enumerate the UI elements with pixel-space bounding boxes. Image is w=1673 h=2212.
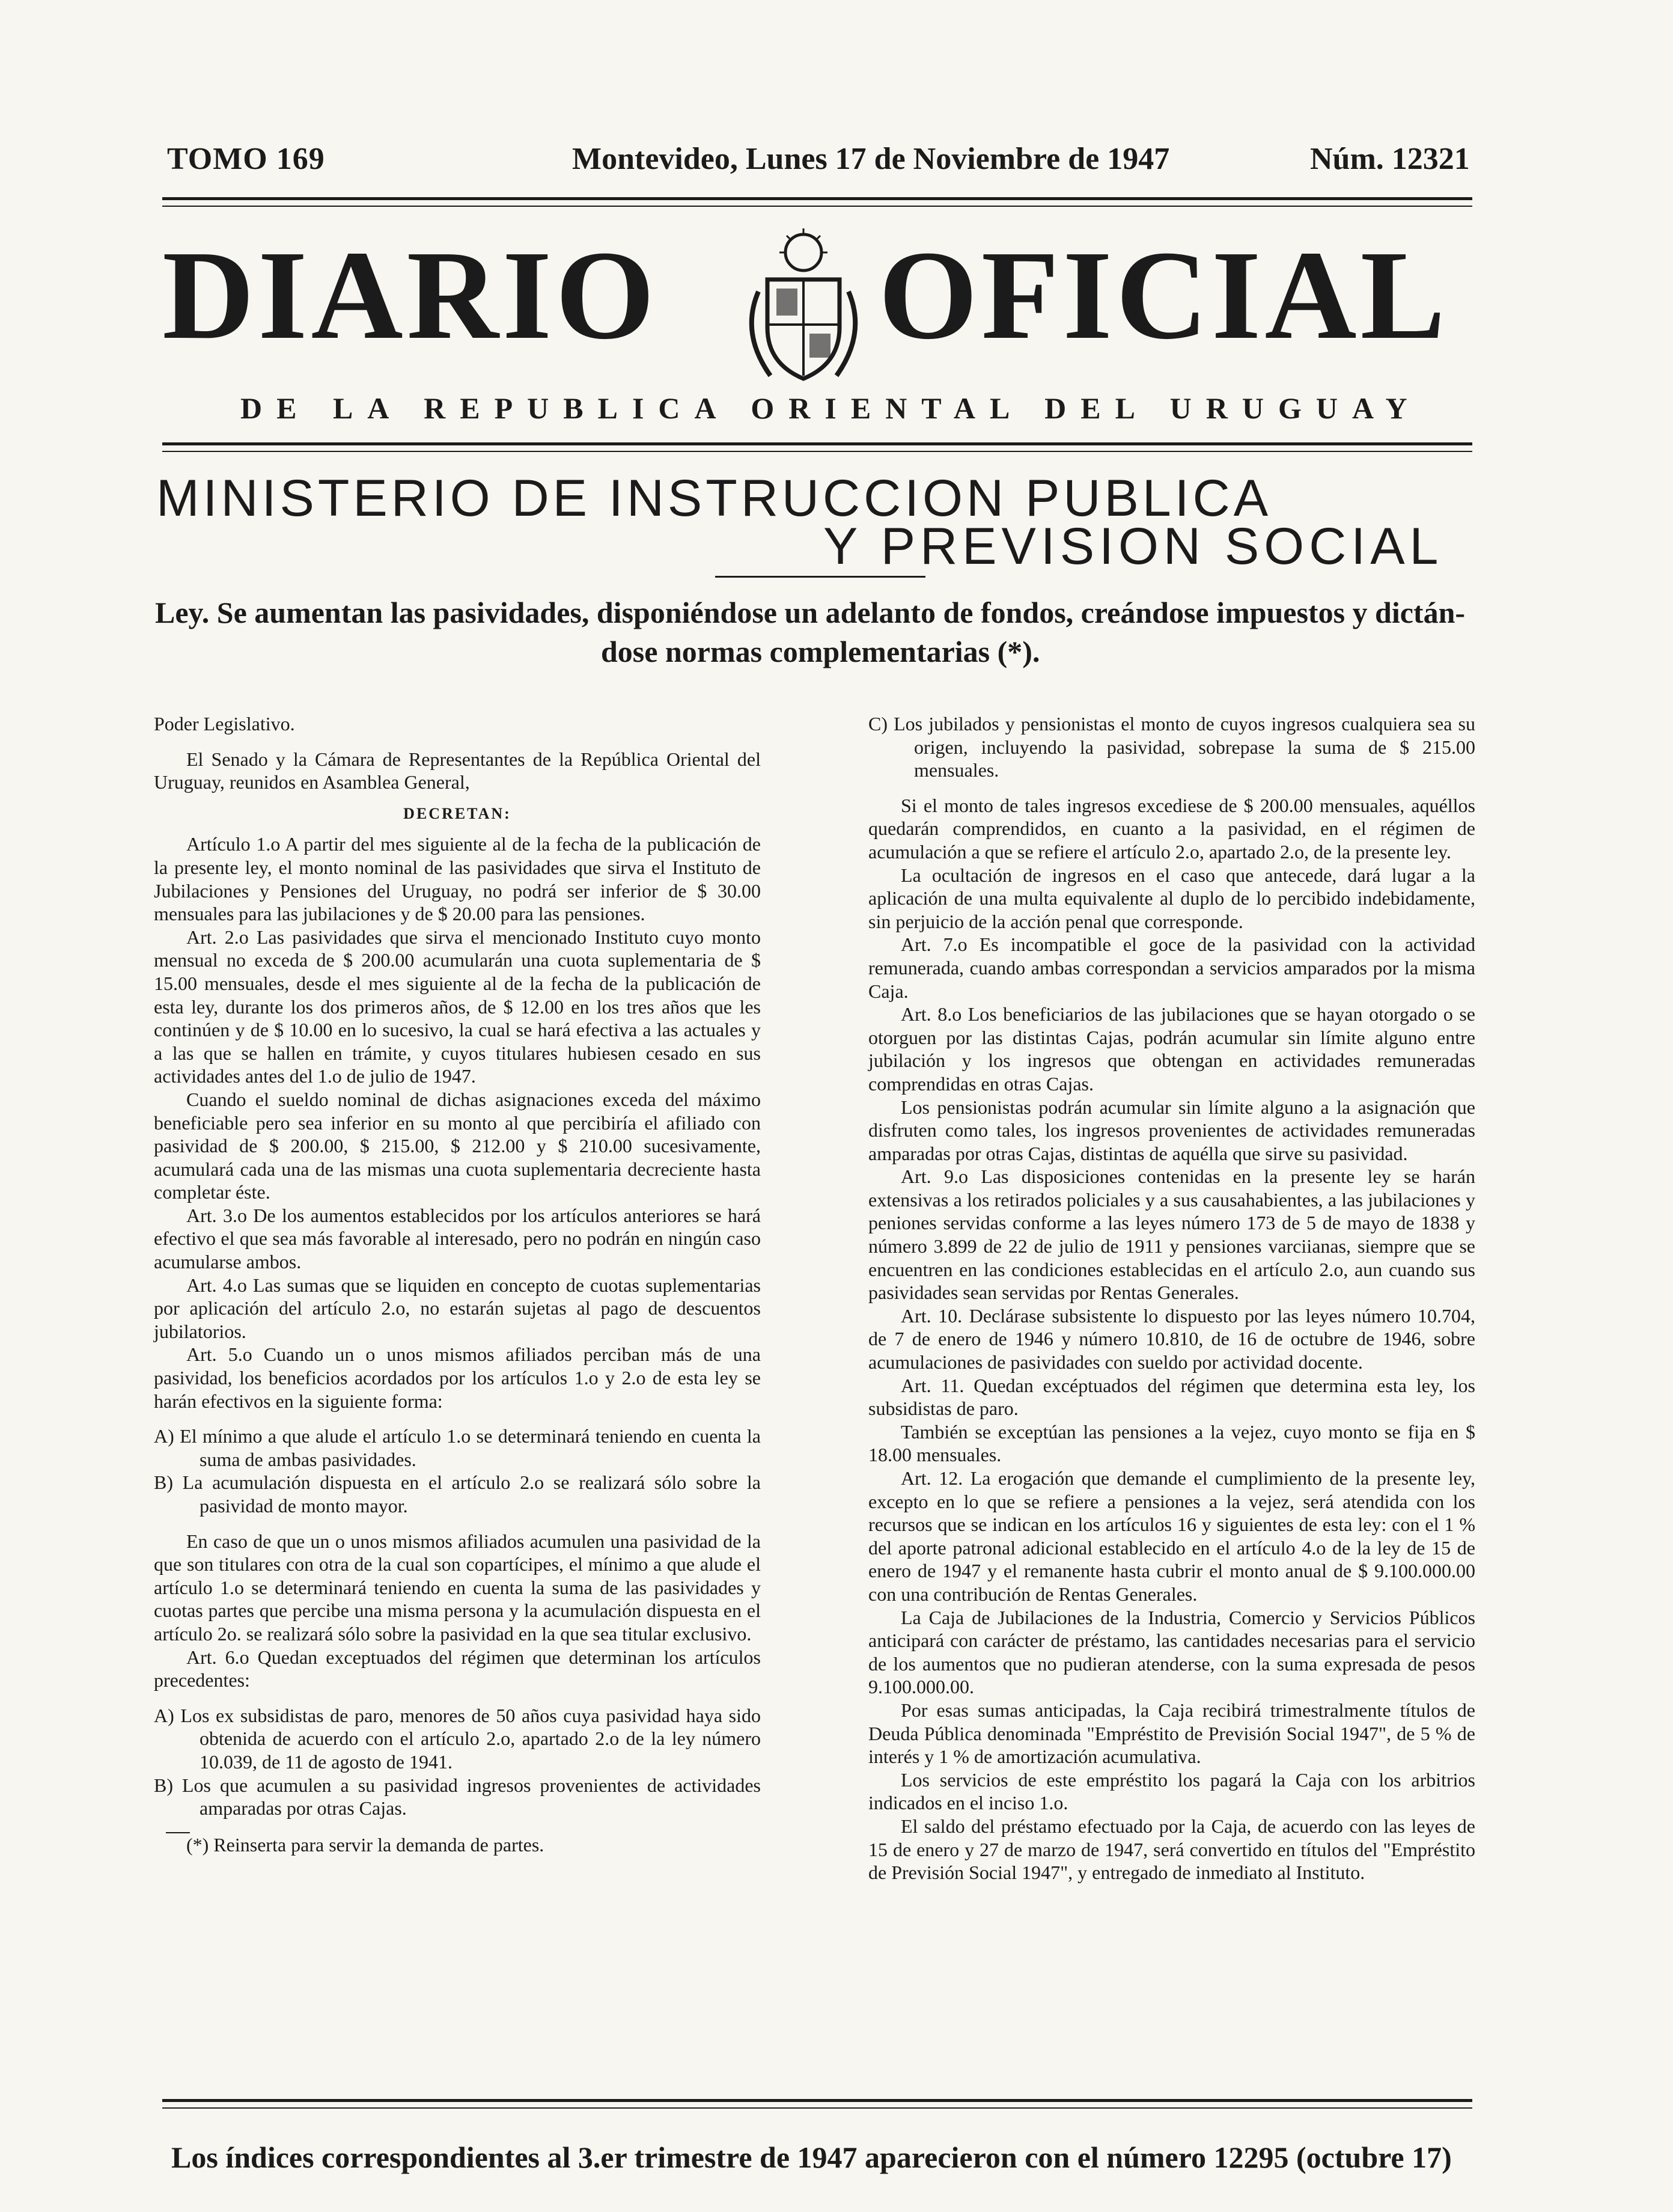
right-paragraph: Los pensionistas podrán acumular sin límite alguno a la asignación que disfruten como tales, los ingresos provenientes de actividades remuneradas amparadas por otras Cajas, distintas de aquélla que sirve su pasividad. [868, 1096, 1475, 1164]
footnote: (*) Reinserta para servir la demanda de partes. [186, 1833, 544, 1856]
left-paragraph: El Senado y la Cámara de Representantes de la República Oriental del Uruguay, reunidos en Asamblea General, [154, 748, 761, 793]
footnote-rule [166, 1832, 190, 1833]
right-paragraph: Art. 10. Declárase subsistente lo dispuesto por las leyes número 10.704, de 7 de enero de 1946 y número 10.810, de 16 de octubre de 1946, sobre acumulaciones de pasividades con sueldo por actividad docente. [868, 1304, 1475, 1373]
right-paragraph: Art. 12. La erogación que demande el cumplimiento de la presente ley, excepto en lo que se refiere a pensiones a la vejez, será atendida con los recursos que se indican en los artículos 16 y siguientes de esta ley: con el 1 % del aporte patronal adicional establecido en el artículo 4.o de la ley de 15 de enero de 1947 y el remanente hasta cubrir el monto anual de $ 9.100.000.00 con una contribución de Rentas Generales. [868, 1467, 1475, 1605]
left-paragraph: Cuando el sueldo nominal de dichas asignaciones exceda del máximo beneficiable pero sea inferior en su monto al que percibiría el afiliado con pasividad de $ 200.00, $ 215.00, $ 212.00 y $ 210.00 sucesivamente, acumulará cada una de las mismas una cuota suplementaria decreciente hasta completar éste. [154, 1088, 761, 1203]
masthead-rule-bottom [162, 451, 1472, 452]
right-paragraph: También se exceptúan las pensiones a la vejez, cuyo monto se fija en $ 18.00 mensuales. [868, 1420, 1475, 1466]
left-paragraph: Artículo 1.o A partir del mes siguiente al de la fecha de la publicación de la presente ley, el monto nominal de las pasividades que sirva el Instituto de Jubilaciones y Pensiones del Uruguay, no podrá ser inferior de $ 30.00 mensuales para las jubilaciones y de $ 20.00 para las pensiones. [154, 833, 761, 925]
right-column [868, 712, 1475, 1884]
left-column [154, 712, 761, 1856]
law-title-line1: Ley. Se aumentan las pasividades, disponiéndose un adelanto de fondos, creándose impuestos y dictán- [155, 596, 1466, 629]
right-paragraph: La Caja de Jubilaciones de la Industria, Comercio y Servicios Públicos anticipará con carácter de préstamo, las cantidades necesarias para el servicio de los aumentos que no pudieran atenderse, con la suma expresada de pesos 9.100.000.00. [868, 1606, 1475, 1698]
law-title-line2: dose normas complementarias (*). [601, 635, 1040, 668]
left-list-item: B) La acumulación dispuesta en el artículo 2.o se realizará sólo sobre la pasividad de monto mayor. [154, 1471, 761, 1517]
left-paragraph: Art. 2.o Las pasividades que sirva el mencionado Instituto cuyo monto mensual no exceda de $ 200.00 acumularán una cuota suplementaria de $ 15.00 mensuales, desde el mes siguiente al de la fecha de la publicación de esta ley, durante los dos primeros años, de $ 12.00 en los tres años que les continúen y de $ 10.00 en lo sucesivo, la cual se hará efectiva a las actuales y a las que se hallen en trámite, y cuyos titulares hubiesen cesado en sus actividades antes del 1.o de julio de 1947. [154, 926, 761, 1087]
right-paragraph: El saldo del préstamo efectuado por la Caja, de acuerdo con las leyes de 15 de enero y 27 de marzo de 1947, será convertido en títulos del "Empréstito de Previsión Social 1947", y entregado de inmediato al Instituto. [868, 1815, 1475, 1884]
issue-number: Núm. 12321 [1310, 142, 1470, 176]
left-paragraph: En caso de que un o unos mismos afiliados acumulen una pasividad de la que son titulares con otra de la cual son copartícipes, el mínimo a que alude el artículo 1.o se determinará teniendo en cuenta la suma de las pasividades y cuotas partes que percibe una misma persona y la acumulación dispuesta en el artículo 2o. se realizará sólo sobre la pasividad en la que sea titular exclusivo. [154, 1530, 761, 1645]
footer-rule-bottom [162, 2107, 1472, 2109]
ministry-heading-line2: Y PREVISION SOCIAL [823, 518, 1443, 575]
issue-date: Montevideo, Lunes 17 de Noviembre de 1947 [572, 142, 1170, 176]
footer-rule-top [162, 2099, 1472, 2102]
decretan-heading: DECRETAN: [403, 804, 511, 822]
right-paragraph: Por esas sumas anticipadas, la Caja recibirá trimestralmente títulos de Deuda Pública denominada "Empréstito de Previsión Social 1947", de 5 % de interés y 1 % de amortización acumulativa. [868, 1699, 1475, 1768]
masthead-title-left: DIARIO [162, 224, 659, 365]
masthead-rule-top [162, 442, 1472, 445]
left-list-item: B) Los que acumulen a su pasividad ingresos provenientes de actividades amparadas por otras Cajas. [154, 1774, 761, 1819]
left-paragraph: Art. 6.o Quedan exceptuados del régimen que determinan los artículos precedentes: [154, 1646, 761, 1691]
footer-note: Los índices correspondientes al 3.er trimestre de 1947 aparecieron con el número 12295 (octubre 17) [171, 2140, 1452, 2174]
national-coat-of-arms-icon [734, 225, 873, 394]
header-rule-bottom [162, 206, 1472, 207]
right-paragraph: La ocultación de ingresos en el caso que antecede, dará lugar a la aplicación de una multa equivalente al duplo de lo percibido indebidamente, sin perjuicio de la acción penal que corresponde. [868, 864, 1475, 932]
right-paragraph: Art. 7.o Es incompatible el goce de la pasividad con la actividad remunerada, cuando ambas correspondan a servicios amparados por la misma Caja. [868, 933, 1475, 1002]
header-rule-top [162, 197, 1472, 200]
left-paragraph: Art. 4.o Las sumas que se liquiden en concepto de cuotas suplementarias por aplicación del artículo 2.o, no estarán sujetas al pago de descuentos jubilatorios. [154, 1274, 761, 1342]
masthead-subtitle: DE LA REPUBLICA ORIENTAL DEL URUGUAY [240, 391, 1422, 425]
right-paragraph: Art. 9.o Las disposiciones contenidas en la presente ley se harán extensivas a los retirados policiales y a sus causahabientes, a las jubilaciones y peniones servidas conforme a las leyes número 173 de 5 de mayo de 1838 y número 3.899 de 22 de julio de 1911 y pensiones varciianas, siempre que se encuentren en las condiciones establecidas en el artículo 2.o, aun cuando sus pasividades sean servidas por Rentas Generales. [868, 1166, 1475, 1304]
right-paragraph: Art. 8.o Los beneficiarios de las jubilaciones que se hayan otorgado o se otorguen por las distintas Cajas, podrán acumular sin límite alguno entre jubilación y los ingresos que obtengan en actividades remuneradas comprendidas en otras Cajas. [868, 1003, 1475, 1095]
left-list-item: A) Los ex subsidistas de paro, menores de 50 años cuya pasividad haya sido obtenida de acuerdo con el artículo 2.o, apartado 2.o de la ley número 10.039, de 11 de agosto de 1941. [154, 1704, 761, 1773]
right-paragraph: Los servicios de este empréstito los pagará la Caja con los arbitrios indicados en el inciso 1.o. [868, 1768, 1475, 1814]
right-paragraph: Si el monto de tales ingresos excediese de $ 200.00 mensuales, aquéllos quedarán comprendidos, en cuanto a la pasividad, en el régimen de acumulación a que se refiere el artículo 2.o, apartado 2.o, de la presente ley. [868, 794, 1475, 863]
left-list-item: A) El mínimo a que alude el artículo 1.o se determinará teniendo en cuenta la suma de ambas pasividades. [154, 1425, 761, 1470]
right-list-item: C) Los jubilados y pensionistas el monto de cuyos ingresos cualquiera sea su origen, incluyendo la pasividad, sobrepase la suma de $ 215.00 mensuales. [868, 713, 1475, 781]
volume-number: TOMO 169 [167, 142, 325, 176]
ministry-heading-line1: MINISTERIO DE INSTRUCCION PUBLICA [156, 469, 1272, 527]
right-paragraph: Art. 11. Quedan excéptuados del régimen que determina esta ley, los subsidistas de paro. [868, 1374, 1475, 1420]
left-paragraph: Art. 5.o Cuando un o unos mismos afiliados perciban más de una pasividad, los beneficios acordados por los artículos 1.o y 2.o de esta ley se harán efectivos en la siguiente forma: [154, 1343, 761, 1412]
left-paragraph: Art. 3.o De los aumentos establecidos por los artículos anteriores se hará efectivo el que sea más favorable al interesado, pero no podrán en ningún caso acumularse ambos. [154, 1204, 761, 1273]
ministry-divider [715, 576, 925, 578]
masthead-title-right: OFICIAL [879, 224, 1449, 365]
left-paragraph: Poder Legislativo. [154, 713, 295, 735]
